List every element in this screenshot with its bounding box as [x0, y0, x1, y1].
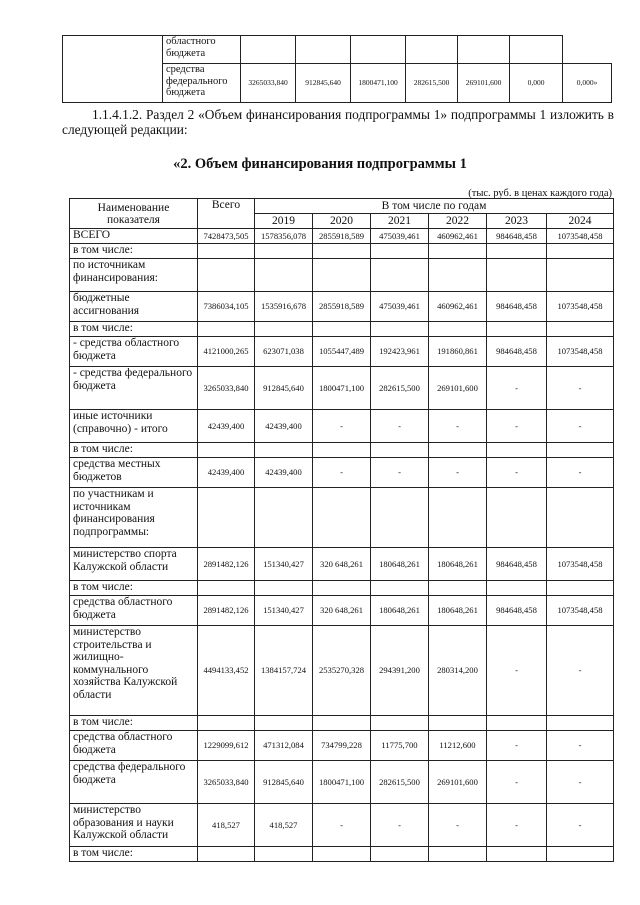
row-value-cell	[313, 847, 371, 862]
row-value-cell: 42439,400	[198, 458, 255, 488]
table-row	[70, 716, 614, 731]
row-value-cell: -	[487, 626, 547, 716]
row-value-cell: -	[547, 458, 614, 488]
header-name-cell: Наименование показателя	[70, 199, 198, 229]
row-value-cell: -	[547, 761, 614, 804]
row-label-cell: министерство спорта Калужской области	[70, 548, 198, 581]
top-table-value-cell	[296, 36, 351, 64]
row-label-cell: - средства областного бюджета	[70, 337, 198, 367]
row-value-cell	[313, 259, 371, 292]
financing-table-header	[70, 199, 614, 229]
row-value-cell	[198, 847, 255, 862]
row-value-cell: 475039,461	[371, 229, 429, 244]
row-value-cell: 320 648,261	[313, 596, 371, 626]
row-value-cell	[371, 322, 429, 337]
row-value-cell: 2891482,126	[198, 548, 255, 581]
row-label-cell: в том числе:	[70, 443, 198, 458]
top-table-value-cell: 3265033,840	[241, 64, 296, 103]
row-value-cell	[487, 244, 547, 259]
row-value-cell: -	[487, 761, 547, 804]
top-table-row	[63, 36, 612, 64]
top-table-value-cell	[458, 36, 510, 64]
row-value-cell: 1073548,458	[547, 548, 614, 581]
top-table-value-cell: 269101,600	[458, 64, 510, 103]
row-label-cell: в том числе:	[70, 716, 198, 731]
row-value-cell: 734799,228	[313, 731, 371, 761]
amendment-paragraph: 1.1.4.1.2. Раздел 2 «Объем финансирования подпрограммы 1» подпрограммы 1 изложить в следующей редакции:	[62, 107, 614, 137]
row-value-cell	[429, 322, 487, 337]
row-value-cell	[371, 443, 429, 458]
row-value-cell	[255, 244, 313, 259]
row-value-cell: -	[487, 731, 547, 761]
row-value-cell: 3265033,840	[198, 367, 255, 410]
continued-table-fragment	[62, 35, 612, 103]
row-label-cell: в том числе:	[70, 244, 198, 259]
row-value-cell: 294391,200	[371, 626, 429, 716]
row-value-cell: 4121000,265	[198, 337, 255, 367]
row-value-cell	[547, 716, 614, 731]
row-value-cell	[547, 488, 614, 548]
table-row	[70, 731, 614, 761]
row-value-cell: 2891482,126	[198, 596, 255, 626]
row-value-cell: -	[371, 410, 429, 443]
row-value-cell: -	[547, 804, 614, 847]
table-row	[70, 458, 614, 488]
row-value-cell	[371, 847, 429, 862]
row-value-cell: 11775,700	[371, 731, 429, 761]
top-table-value-cell	[241, 36, 296, 64]
row-value-cell: -	[487, 804, 547, 847]
header-years-group-cell: В том числе по годам	[255, 199, 614, 214]
row-value-cell: 282615,500	[371, 367, 429, 410]
row-value-cell	[255, 847, 313, 862]
row-value-cell	[255, 322, 313, 337]
top-table-value-cell: 912845,640	[296, 64, 351, 103]
top-table-value-cell: 0,000»	[563, 64, 612, 103]
row-value-cell	[198, 259, 255, 292]
row-label-cell: в том числе:	[70, 581, 198, 596]
row-value-cell	[371, 581, 429, 596]
row-label-cell: средства местных бюджетов	[70, 458, 198, 488]
row-value-cell	[547, 443, 614, 458]
row-value-cell: 269101,600	[429, 761, 487, 804]
row-value-cell: 320 648,261	[313, 548, 371, 581]
row-value-cell	[371, 488, 429, 548]
header-total-cell: Всего	[198, 199, 255, 229]
row-value-cell: 191860,861	[429, 337, 487, 367]
row-value-cell	[487, 259, 547, 292]
header-year-cell: 2022	[429, 214, 487, 229]
row-value-cell: -	[429, 804, 487, 847]
table-row	[70, 337, 614, 367]
row-value-cell	[255, 443, 313, 458]
row-label-cell: средства федерального бюджета	[70, 761, 198, 804]
row-value-cell: 2855918,589	[313, 292, 371, 322]
row-value-cell	[547, 322, 614, 337]
row-value-cell: 1800471,100	[313, 367, 371, 410]
row-label-cell: в том числе:	[70, 322, 198, 337]
table-row	[70, 410, 614, 443]
table-row	[70, 488, 614, 548]
row-label-cell: средства областного бюджета	[70, 731, 198, 761]
row-value-cell	[198, 443, 255, 458]
row-value-cell: -	[371, 458, 429, 488]
row-value-cell: 1073548,458	[547, 337, 614, 367]
table-row	[70, 292, 614, 322]
row-value-cell	[487, 716, 547, 731]
top-table-label-cell: средства федерального бюджета	[163, 64, 241, 103]
row-value-cell: -	[547, 626, 614, 716]
row-value-cell: 151340,427	[255, 596, 313, 626]
row-value-cell: 1535916,678	[255, 292, 313, 322]
table-row	[70, 761, 614, 804]
header-year-cell: 2024	[547, 214, 614, 229]
top-table-value-cell	[351, 36, 406, 64]
table-row	[70, 259, 614, 292]
row-value-cell: 3265033,840	[198, 761, 255, 804]
row-value-cell	[487, 443, 547, 458]
row-value-cell	[371, 259, 429, 292]
row-label-cell: министерство образования и науки Калужской области	[70, 804, 198, 847]
top-table-value-cell: 0,000	[510, 64, 563, 103]
row-value-cell	[313, 244, 371, 259]
row-value-cell: 2535270,328	[313, 626, 371, 716]
row-value-cell: 4494133,452	[198, 626, 255, 716]
row-value-cell: 2855918,589	[313, 229, 371, 244]
row-label-cell: иные источники (справочно) - итого	[70, 410, 198, 443]
row-value-cell	[429, 244, 487, 259]
row-value-cell: 1229099,612	[198, 731, 255, 761]
row-value-cell: -	[547, 367, 614, 410]
row-value-cell: 418,527	[198, 804, 255, 847]
top-table-value-cell	[406, 36, 458, 64]
row-value-cell: 1073548,458	[547, 292, 614, 322]
row-value-cell: 912845,640	[255, 367, 313, 410]
row-value-cell	[547, 259, 614, 292]
row-value-cell: -	[487, 410, 547, 443]
table-row	[70, 322, 614, 337]
row-value-cell	[429, 716, 487, 731]
financing-table-body	[70, 229, 614, 862]
row-value-cell	[429, 847, 487, 862]
row-value-cell	[313, 322, 371, 337]
row-value-cell	[255, 259, 313, 292]
row-value-cell	[429, 581, 487, 596]
header-year-cell: 2021	[371, 214, 429, 229]
table-row	[70, 847, 614, 862]
row-value-cell: 623071,038	[255, 337, 313, 367]
table-row	[70, 804, 614, 847]
row-value-cell	[429, 443, 487, 458]
row-value-cell: -	[371, 804, 429, 847]
row-value-cell	[255, 488, 313, 548]
row-value-cell: -	[487, 458, 547, 488]
row-value-cell: -	[547, 731, 614, 761]
financing-table	[69, 198, 614, 862]
table-row	[70, 367, 614, 410]
row-value-cell	[547, 581, 614, 596]
row-value-cell: 984648,458	[487, 596, 547, 626]
row-value-cell	[198, 716, 255, 731]
row-value-cell	[198, 322, 255, 337]
row-value-cell: 7386034,105	[198, 292, 255, 322]
table-row	[70, 581, 614, 596]
row-value-cell: -	[547, 410, 614, 443]
row-label-cell: - средства федерального бюджета	[70, 367, 198, 410]
row-label-cell: в том числе:	[70, 847, 198, 862]
row-value-cell: 984648,458	[487, 337, 547, 367]
row-value-cell	[313, 488, 371, 548]
units-note: (тыс. руб. в ценах каждого года)	[468, 188, 612, 199]
row-value-cell: 269101,600	[429, 367, 487, 410]
row-value-cell	[313, 716, 371, 731]
top-table-label-cell: областного бюджета	[163, 36, 241, 64]
table-row	[70, 626, 614, 716]
row-value-cell: 42439,400	[255, 410, 313, 443]
table-row	[70, 229, 614, 244]
row-value-cell: 460962,461	[429, 229, 487, 244]
row-value-cell: 984648,458	[487, 292, 547, 322]
row-value-cell: 460962,461	[429, 292, 487, 322]
row-value-cell	[198, 244, 255, 259]
row-value-cell: 418,527	[255, 804, 313, 847]
row-value-cell: 180648,261	[371, 596, 429, 626]
top-table-value-cell: 1800471,100	[351, 64, 406, 103]
row-value-cell	[487, 322, 547, 337]
row-value-cell: -	[487, 367, 547, 410]
row-value-cell: 7428473,505	[198, 229, 255, 244]
row-value-cell	[313, 581, 371, 596]
row-value-cell: 1073548,458	[547, 229, 614, 244]
row-value-cell: 151340,427	[255, 548, 313, 581]
row-label-cell: по источникам финансирования:	[70, 259, 198, 292]
row-value-cell: 282615,500	[371, 761, 429, 804]
row-value-cell	[255, 716, 313, 731]
row-value-cell: 180648,261	[371, 548, 429, 581]
table-row	[70, 548, 614, 581]
row-value-cell: 280314,200	[429, 626, 487, 716]
row-value-cell	[429, 259, 487, 292]
row-value-cell: -	[313, 458, 371, 488]
table-row	[70, 443, 614, 458]
row-value-cell: 1800471,100	[313, 761, 371, 804]
row-value-cell	[198, 581, 255, 596]
section-heading: «2. Объем финансирования подпрограммы 1	[173, 156, 467, 172]
row-value-cell: -	[429, 458, 487, 488]
row-value-cell: -	[429, 410, 487, 443]
row-label-cell: по участникам и источникам финансирования подпрограммы:	[70, 488, 198, 548]
top-table-value-cell: 282615,500	[406, 64, 458, 103]
row-label-cell: ВСЕГО	[70, 229, 198, 244]
header-year-cell: 2020	[313, 214, 371, 229]
row-value-cell	[547, 847, 614, 862]
table-row	[70, 244, 614, 259]
header-year-cell: 2019	[255, 214, 313, 229]
row-value-cell: 1578356,078	[255, 229, 313, 244]
top-table-body	[63, 36, 612, 103]
row-label-cell: средства областного бюджета	[70, 596, 198, 626]
row-value-cell: -	[313, 410, 371, 443]
row-value-cell	[487, 847, 547, 862]
row-value-cell: 42439,400	[198, 410, 255, 443]
top-table-empty-cell	[63, 36, 163, 103]
row-value-cell	[255, 581, 313, 596]
row-value-cell	[313, 443, 371, 458]
row-value-cell: 1055447,489	[313, 337, 371, 367]
table-row	[70, 596, 614, 626]
row-label-cell: бюджетные ассигнования	[70, 292, 198, 322]
row-value-cell	[371, 716, 429, 731]
row-value-cell	[487, 581, 547, 596]
row-value-cell	[429, 488, 487, 548]
row-value-cell: 1384157,724	[255, 626, 313, 716]
row-value-cell: -	[313, 804, 371, 847]
row-value-cell	[198, 488, 255, 548]
row-value-cell: 471312,084	[255, 731, 313, 761]
header-year-cell: 2023	[487, 214, 547, 229]
row-value-cell: 912845,640	[255, 761, 313, 804]
row-value-cell: 42439,400	[255, 458, 313, 488]
row-value-cell	[371, 244, 429, 259]
row-value-cell: 475039,461	[371, 292, 429, 322]
row-value-cell	[547, 244, 614, 259]
row-value-cell: 1073548,458	[547, 596, 614, 626]
row-value-cell: 180648,261	[429, 548, 487, 581]
row-value-cell: 192423,961	[371, 337, 429, 367]
row-value-cell: 984648,458	[487, 229, 547, 244]
row-value-cell: 180648,261	[429, 596, 487, 626]
row-label-cell: министерство строительства и жилищно-коммунального хозяйства Калужской области	[70, 626, 198, 716]
row-value-cell	[487, 488, 547, 548]
row-value-cell: 11212,600	[429, 731, 487, 761]
top-table-value-cell	[510, 36, 563, 64]
row-value-cell: 984648,458	[487, 548, 547, 581]
